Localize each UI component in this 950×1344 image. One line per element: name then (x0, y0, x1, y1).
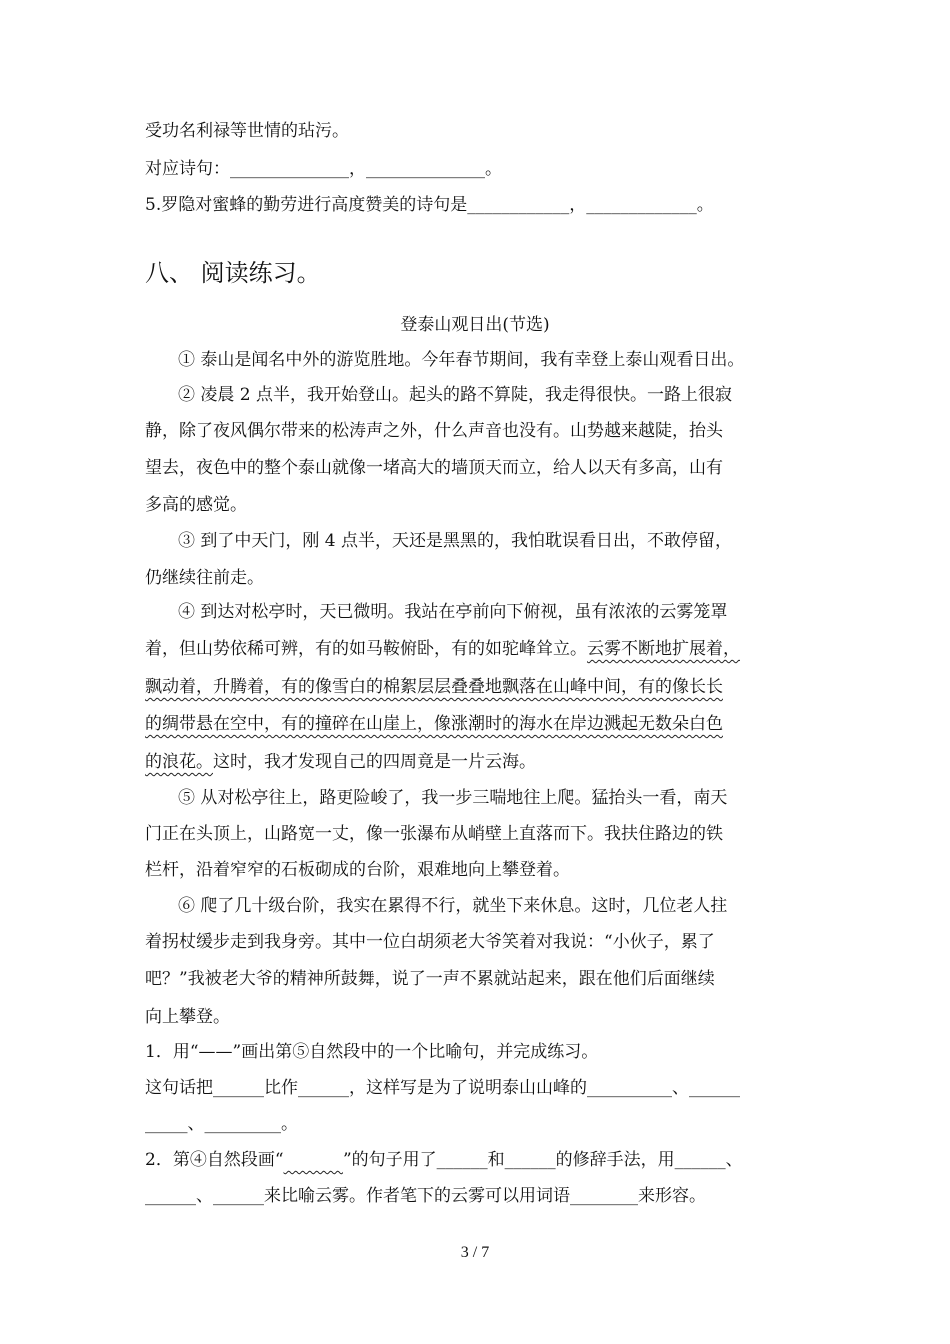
paragraph-6-line: 向上攀登。 (145, 1007, 230, 1027)
paragraph-6-line: 吧？”我被老大爷的精神所鼓舞，说了一声不累就站起来，跟在他们后面继续 (145, 969, 715, 989)
paragraph-2-line: 望去，夜色中的整个泰山就像一堵高大的墙顶天而立，给人以天有多高，山有 (145, 458, 723, 478)
paragraph-5-line: ⑤ 从对松亭往上，路更险峻了，我一步三喘地往上爬。猛抬头一看，南天 (178, 788, 728, 808)
paragraph-4-wavy-text: 云雾不断地扩展着， (587, 639, 740, 659)
section-heading: 八、 阅读练习。 (145, 259, 321, 287)
paragraph-4-line (145, 676, 723, 698)
paragraph-4-line: ④ 到达对松亭时，天已微明。我站在亭前向下俯视，虽有浓浓的云雾笼罩 (178, 602, 728, 622)
paragraph-1: ① 泰山是闻名中外的游览胜地。今年春节期间，我有幸登上泰山观看日出。 (178, 350, 745, 370)
page-number: 3 / 7 (460, 1244, 490, 1261)
paragraph-3-line: 仍继续往前走。 (145, 568, 264, 588)
paragraph-4-text: 这时，我才发现自己的四周竟是一片云海。 (213, 752, 536, 772)
paragraph-4-line (145, 751, 536, 773)
paragraph-4-wavy-text: 飘动着，升腾着，有的像雪白的棉絮层层叠叠地飘落在山峰中间，有的像长长 (145, 677, 723, 697)
paragraph-4-line (145, 713, 723, 735)
paragraph-4-text: 着，但山势依稀可辨，有的如马鞍俯卧，有的如驼峰耸立。 (145, 639, 587, 659)
paragraph-4-wavy-text: 的绸带悬在空中，有的撞碎在山崖上，像涨潮时的海水在岸边溅起无数朵白色 (145, 714, 723, 734)
paragraph-3-line: ③ 到了中天门，刚 4 点半，天还是黑黑的，我怕耽误看日出，不敢停留， (178, 531, 733, 551)
paragraph-2-line: ② 凌晨 2 点半，我开始登山。起头的路不算陡，我走得很快。一路上很寂 (178, 385, 733, 405)
fragment-line-3: 5.罗隐对蜜蜂的勤劳进行高度赞美的诗句是____________，_____________。 (145, 195, 714, 215)
passage-title: 登泰山观日出(节选) (400, 315, 550, 335)
fragment-line-2: 对应诗句：______________，______________。 (145, 159, 502, 179)
question-1-blanks: 这句话把______比作______，这样写是为了说明泰山山峰的__________、______ (145, 1078, 740, 1098)
question-2-blanks: ______、______来比喻云雾。作者笔下的云雾可以用词语________来形容。 (145, 1186, 706, 1206)
paragraph-6-line: 着拐杖缓步走到我身旁。其中一位白胡须老大爷笑着对我说：“小伙子，累了 (145, 932, 715, 952)
paragraph-6-line: ⑥ 爬了几十级台阶，我实在累得不行，就坐下来休息。这时，几位老人拄 (178, 896, 728, 916)
question-2-text: ”的句子用了______和______的修辞手法，用______、 (342, 1150, 743, 1170)
wavy-line-sample (284, 1150, 343, 1170)
paragraph-2-line: 静，除了夜风偶尔带来的松涛声之外，什么声音也没有。山势越来越陡，抬头 (145, 421, 723, 441)
question-1-blanks: _____、_________。 (145, 1114, 298, 1134)
paragraph-2-line: 多高的感觉。 (145, 495, 247, 515)
question-2-text: 2．第④自然段画“ (145, 1150, 284, 1170)
paragraph-5-line: 栏杆，沿着窄窄的石板砌成的台阶，艰难地向上攀登着。 (145, 860, 570, 880)
paragraph-4-wavy-text: 的浪花。 (145, 752, 213, 772)
fragment-line-1: 受功名利禄等世情的玷污。 (145, 121, 349, 141)
question-2-prompt (145, 1149, 743, 1171)
question-1-prompt: 1．用“——”画出第⑤自然段中的一个比喻句，并完成练习。 (145, 1042, 599, 1062)
paragraph-5-line: 门正在头顶上，山路宽一丈，像一张瀑布从峭壁上直落而下。我扶住路边的铁 (145, 824, 723, 844)
paragraph-4-line (145, 638, 740, 660)
